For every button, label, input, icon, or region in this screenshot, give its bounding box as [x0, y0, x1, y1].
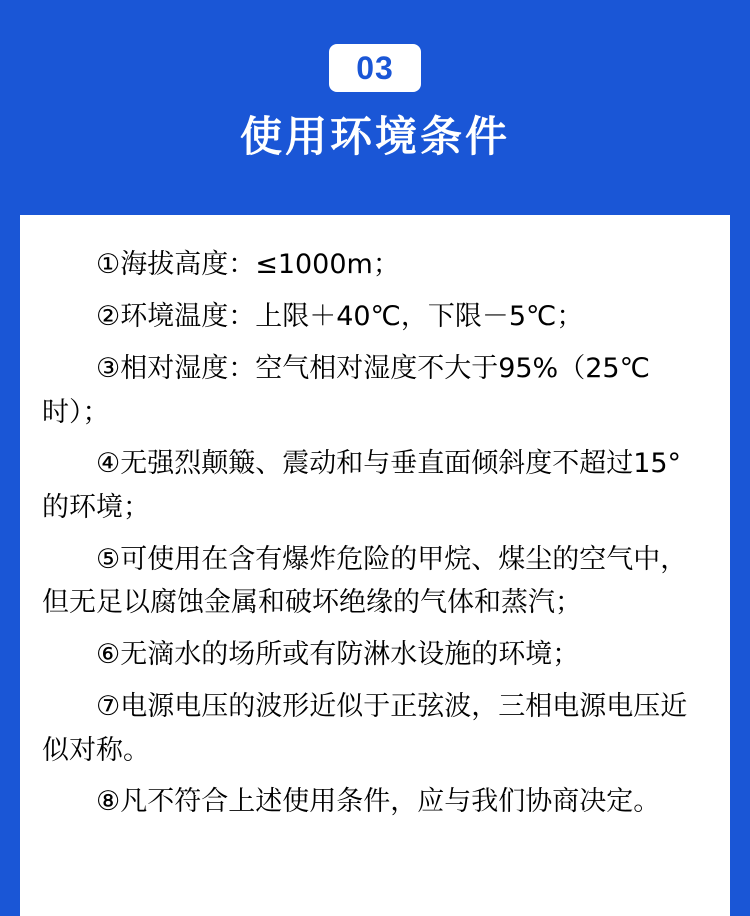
list-item: ⑥无滴水的场所或有防淋水设施的环境；: [96, 639, 580, 671]
section-number: 03: [356, 49, 394, 86]
page-title: 使用环境条件: [239, 112, 510, 161]
content-card: [20, 215, 730, 916]
list-item: ③相对湿度：空气相对湿度不大于95%（25℃时）；: [42, 352, 650, 428]
section-number-badge: [329, 44, 421, 92]
list-item: ④无强烈颠簸、震动和与垂直面倾斜度不超过15°的环境；: [42, 448, 682, 523]
list-item: ①海拔高度：≤1000m；: [96, 249, 400, 281]
list-item: ⑤可使用在含有爆炸危险的甲烷、煤尘的空气中，但无足以腐蚀金属和破坏绝缘的气体和蒸汽；: [42, 543, 688, 619]
list-item: ②环境温度：上限＋40℃，下限－5℃；: [96, 301, 584, 333]
list-item: ⑧凡不符合上述使用条件，应与我们协商决定。: [96, 786, 661, 818]
list-item: ⑦电源电压的波形近似于正弦波，三相电源电压近似对称。: [42, 690, 688, 766]
